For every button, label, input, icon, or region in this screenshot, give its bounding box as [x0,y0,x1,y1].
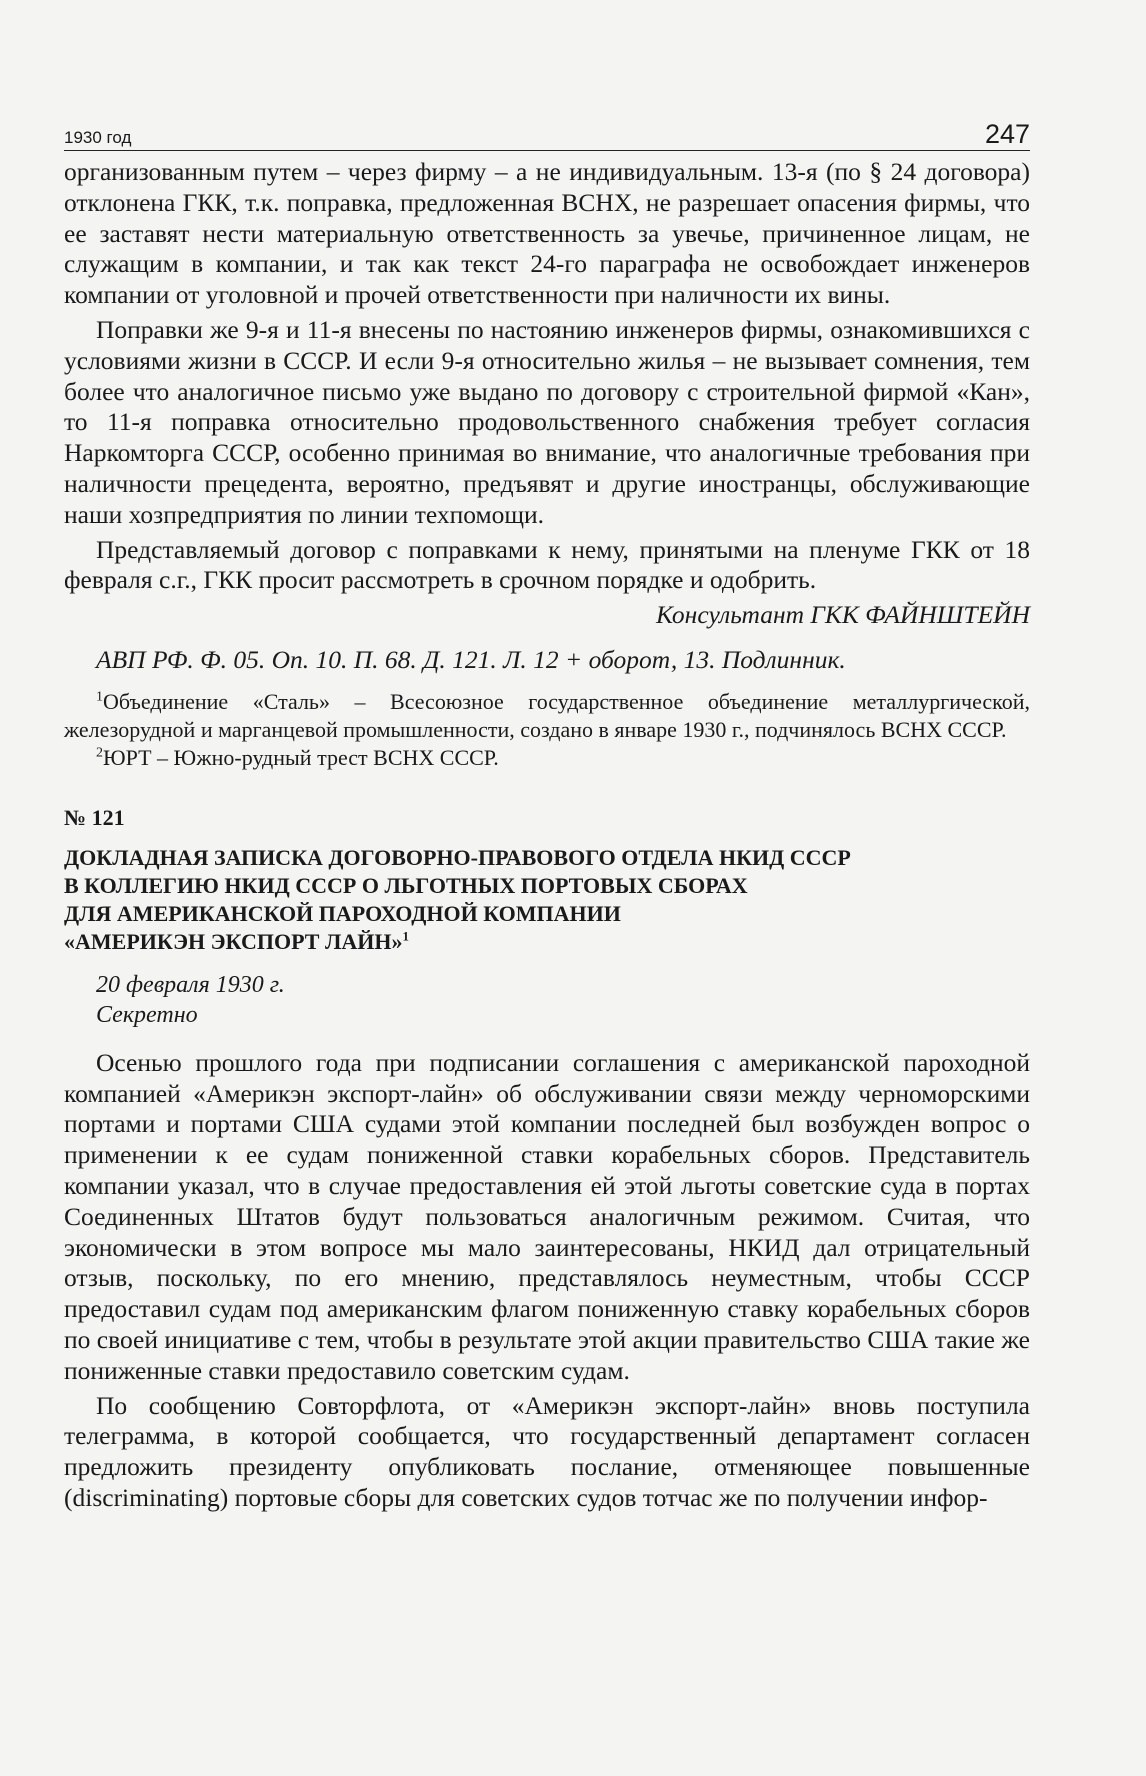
footnote [64,744,1030,772]
paragraph: организованным путем – через фирму – а не индивидуальным. 13-я (по § 24 договора) отклонена ГКК, т.к. поправка, предложенная ВСНХ, не разрешает опасения фирмы, что ее заставят нести материальную ответственность за увечье, причиненное лицам, не служащим в компании, и так как текст 24-го параграфа не освобождает инженеров компании от уголовной и прочей ответственности при наличности их вины. [64,157,1030,310]
running-head [64,112,1030,151]
title-line: ДОКЛАДНАЯ ЗАПИСКА ДОГОВОРНО-ПРАВОВОГО ОТДЕЛА НКИД СССР [64,844,851,870]
title-line-text: «АМЕРИКЭН ЭКСПОРТ ЛАЙН» [64,928,403,954]
archive-source: АВП РФ. Ф. 05. Оп. 10. П. 68. Д. 121. Л. 12 + оборот, 13. Подлинник. [96,644,846,674]
document-body [64,1048,1030,1514]
title-line [64,928,1030,956]
page-number: 247 [984,119,1030,149]
continued-text [64,157,1030,596]
footnote-text: Объединение «Сталь» – Всесоюзное государственное объединение металлургической, железорудной и марганцевой промышленности, создано в январе 1930 г., подчинялось ВСНХ СССР. [64,688,1030,742]
title-line: В КОЛЛЕГИЮ НКИД СССР О ЛЬГОТНЫХ ПОРТОВЫХ СБОРАХ [64,872,748,898]
footnotes [64,688,1030,772]
paragraph: Поправки же 9-я и 11-я внесены по настоянию инженеров фирмы, ознакомившихся с условиями жизни в СССР. И если 9-я относительно жилья – не вызывает сомнения, тем более что аналогичное письмо уже выдано по договору с строительной фирмой «Кан», то 11-я поправка относительно продовольственного снабжения требует согласия Наркомторга СССР, особенно принимая во внимание, что аналогичные требования при наличности прецедента, вероятно, предъявят и другие иностранцы, обслуживающие наши хозпредприятия по линии техпомощи. [64,314,1030,529]
book-page [64,112,1030,1514]
paragraph: Представляемый договор с поправками к нему, принятыми на пленуме ГКК от 18 февраля с.г., ГКК просит рассмотреть в срочном порядке и одобрить. [64,534,1030,595]
document-title [64,844,1030,956]
footnote-mark: 1 [96,689,103,705]
document-classification: Секретно [96,1001,198,1028]
paragraph: По сообщению Совторфлота, от «Америкэн экспорт-лайн» вновь поступила телеграмма, в которой сообщается, что государственный департамент согласен предложить президенту опубликовать послание, отменяющее повышенные (discriminating) портовые сборы для советских судов тотчас же по получении инфор- [64,1390,1030,1512]
running-head-year: 1930 год [64,128,132,147]
footnote-text: ЮРТ – Южно-рудный трест ВСНХ СССР. [103,744,499,770]
footnote [64,688,1030,744]
document-date: 20 февраля 1930 г. [96,971,285,998]
footnote-mark: 2 [96,745,103,761]
document-number: № 121 [64,804,125,830]
title-line: ДЛЯ АМЕРИКАНСКОЙ ПАРОХОДНОЙ КОМПАНИИ [64,900,621,926]
title-footnote-mark: 1 [402,928,409,944]
paragraph: Осенью прошлого года при подписании соглашения с американской пароходной компанией «Америкэн экспорт-лайн» об обслуживании связи между черноморскими портами и портами США судами этой компании последней был возбужден вопрос о применении к ее судам пониженной ставки корабельных сборов. Представитель компании указал, что в случае предоставления ей этой льготы советские суда в портах Соединенных Штатов будут пользоваться аналогичным режимом. Считая, что экономически в этом вопросе мы мало заинтересованы, НКИД дал отрицательный отзыв, поскольку, по его мнению, представлялось неуместным, чтобы СССР предоставил судам под американским флагом пониженную ставку корабельных сборов по своей инициативе с тем, чтобы в результате этой акции правительство США такие же пониженные ставки предоставило советским судам. [64,1047,1030,1385]
signature: Консультант ГКК ФАЙНШТЕЙН [655,600,1030,630]
